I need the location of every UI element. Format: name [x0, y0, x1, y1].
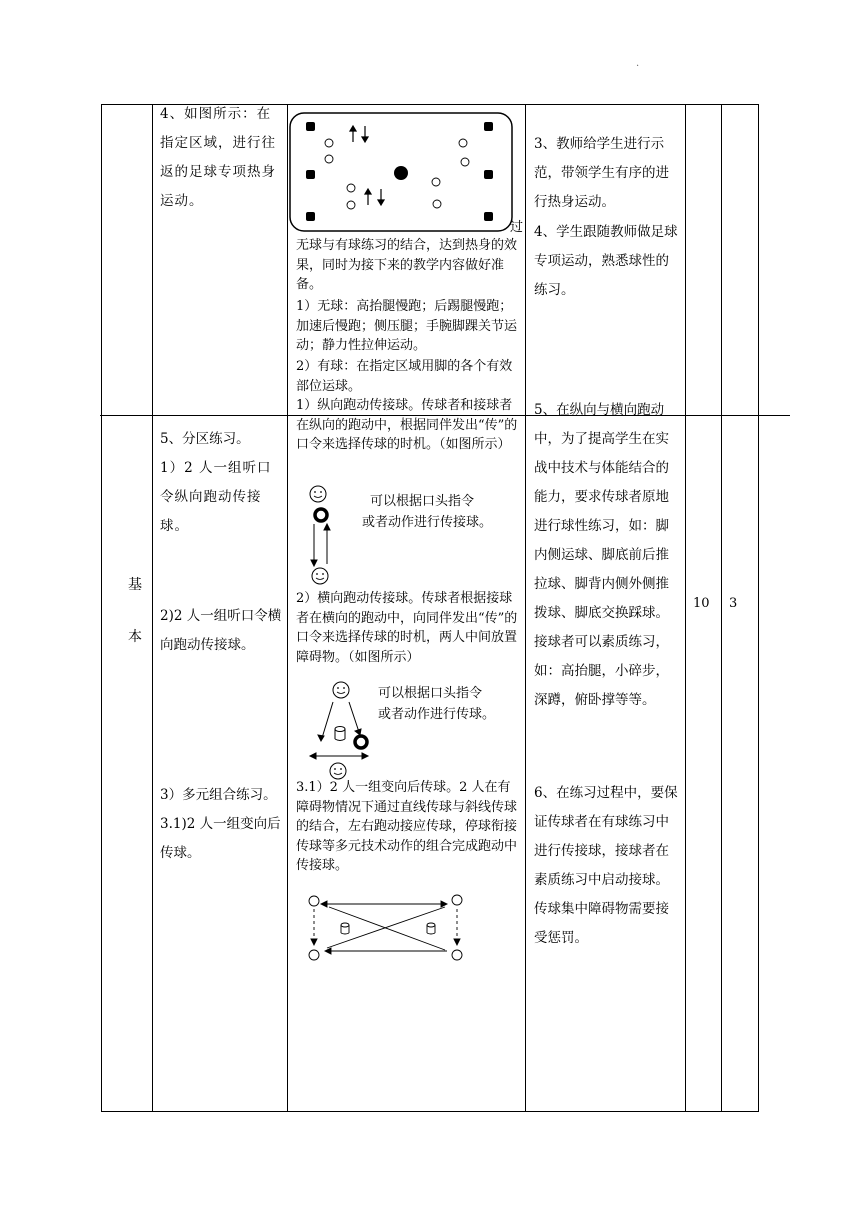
step4-text: 4、如图所示：在指定区域，进行往返的足球专项热身运动。 [160, 106, 276, 209]
section-label-2: 本 [128, 629, 142, 645]
section-label-1: 基 [128, 577, 142, 593]
drill1-caption-2: 或者动作进行传接球。 [362, 515, 493, 530]
s2-text: 2)2 人一组听口令横向跑动传接球。 [160, 608, 282, 653]
drill2-caption-1: 可以根据口头指令 [378, 686, 483, 701]
drill2-text: 2）横向跑动传接球。传球者根据接球者在横向的跑动中，向同伴发出“传”的口令来选择传球的时机，两人中间放置障碍物。（如图所示） [296, 591, 518, 665]
s3b-text: 3.1)2 人一组变向后传球。 [160, 816, 281, 861]
teacher-demo-text: 3、教师给学生进行示范，带领学生有序的进行热身运动。 [534, 136, 669, 210]
duration-value: 10 [693, 596, 710, 611]
student-follow-text: 4、学生跟随教师做足球专项运动，熟悉球性的练习。 [534, 224, 678, 298]
warmup-field-diagram [289, 112, 514, 234]
col-divider [525, 105, 526, 1111]
group-count-value: 3 [729, 596, 738, 611]
col-divider [721, 105, 722, 1111]
warmup-noball: 1）无球：高抬腿慢跑；后踢腿慢跑；加速后慢跑；侧压腿；手腕脚踝关节运动；静力性拉伸运动。 [296, 299, 518, 353]
drill3-text: 3.1）2 人一组变向后传球。2 人在有障碍物情况下通过直线传球与斜线传球的结合，左右跑动接应传球，停球衔接传球等多元技术动作的组合完成跑动中传接球。 [296, 780, 518, 873]
s3a-text: 3）多元组合练习。 [160, 787, 277, 803]
warmup-intro: 无球与有球练习的结合，达到热身的效果，同时为接下来的教学内容做好准备。 [296, 238, 518, 292]
col-divider [152, 105, 153, 1111]
header-dot: . [636, 58, 640, 69]
vertical-pass-diagram [305, 484, 341, 590]
col-divider [685, 105, 686, 1111]
overlap-char: 过 [510, 220, 524, 235]
drill1-text: 1）纵向跑动传接球。传球者和接球者在纵向的跑动中，根据同伴发出“传”的口令来选择传球的时机。（如图所示） [296, 398, 518, 452]
drill2-caption-2: 或者动作进行传球。 [378, 707, 496, 722]
combination-pass-diagram [305, 892, 470, 964]
warmup-ball: 2）有球：在指定区域用脚的各个有效部位运球。 [296, 359, 513, 394]
drill1-caption-1: 可以根据口头指令 [370, 494, 475, 509]
safety-rule-text: 6、在练习过程中，要保证传球者在有球练习中进行传接球，接球者在素质练习中启动接球。传球集中障碍物需要接受惩罚。 [534, 785, 678, 946]
s1-text: 1）2 人一组听口令纵向跑动传接球。 [160, 460, 272, 534]
zone-requirement-text: 5、在纵向与横向跑动中，为了提高学生在实战中技术与体能结合的能力，要求传球者原地进行球性练习，如：脚内侧运球、脚底前后推拉球、脚背内侧外侧推拨球、脚底交换踩球。接球者可以素质练习，如：高抬腿，小碎步，深蹲，俯卧撑等等。 [534, 402, 669, 708]
horizontal-pass-diagram [305, 680, 375, 784]
step5-text: 5、分区练习。 [160, 431, 250, 447]
col-divider [287, 105, 288, 1111]
